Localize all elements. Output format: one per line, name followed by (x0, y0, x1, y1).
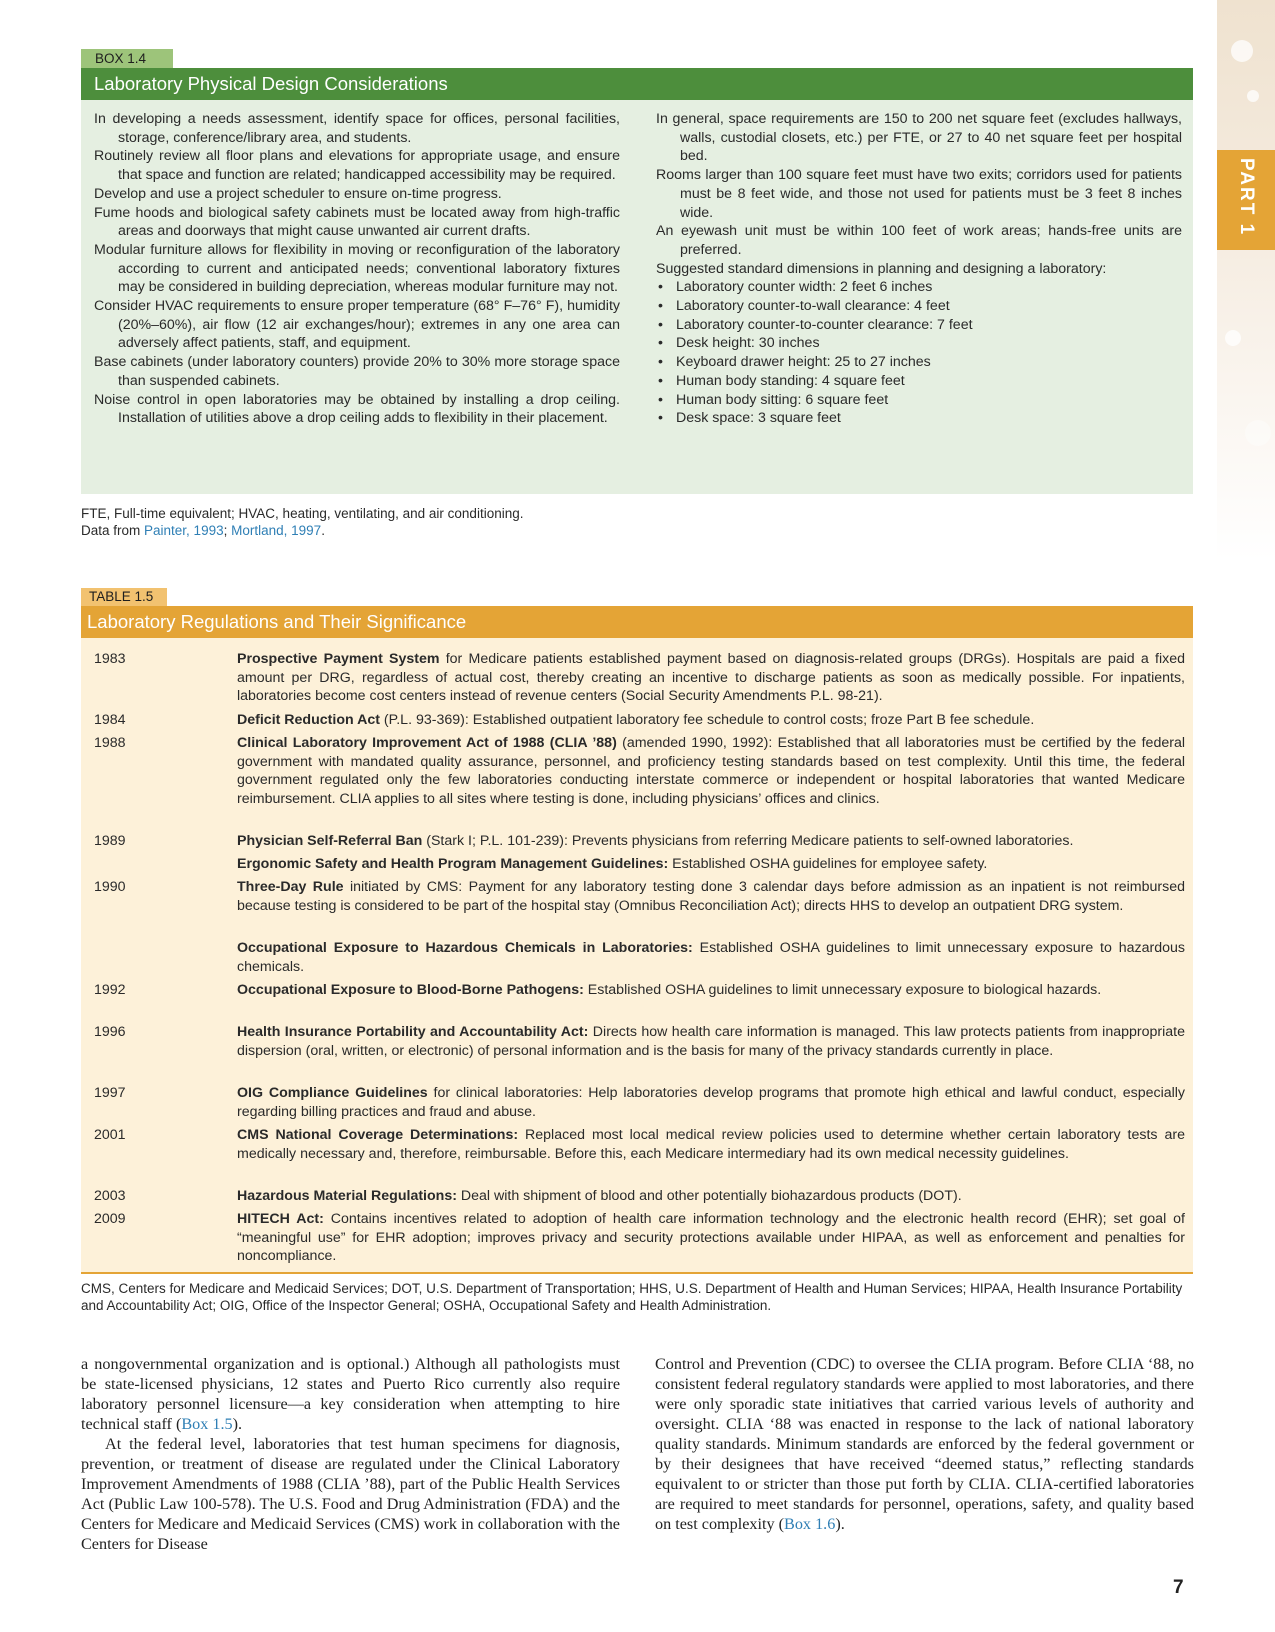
box-left-column (94, 110, 620, 428)
row-description: Ergonomic Safety and Health Program Management Guidelines: Established OSHA guidelines for employee safety. (237, 856, 988, 872)
row-year: 1992 (94, 982, 126, 998)
body-column-left (81, 1354, 620, 1554)
table-title: Laboratory Regulations and Their Significance (81, 606, 1193, 638)
row-description: CMS National Coverage Determinations: Replaced most local medical review policies used to determine whether certain laboratory tests are medically necessary and, therefore, reimbursable. Before this, each Medicare intermediary had its own medical necessity guidelines. (237, 1127, 1185, 1162)
body-paragraph: At the federal level, laboratories that test human specimens for diagnosis, prevention, or treatment of disease are regulated under the Clinical Laboratory Improvement Amendments of 1988 (CLIA ’88), part of the Public Health Services Act (Public Law 100-578). The U.S. Food and Drug Administration (FDA) and the Centers for Medicare and Medicaid Services (CMS) work in collaboration with the Centers for Disease (81, 1435, 620, 1553)
body-paragraph: Control and Prevention (CDC) to oversee the CLIA program. Before CLIA ‘88, no consistent federal regulatory standards were applied to most laboratories, and there were only sporadic state initiatives that carried various levels of authority and oversight. CLIA ‘88 was enacted in response to the lack of national laboratory quality standards. Minimum standards are enforced by the federal government or by their designees that have received “deemed status,” reflecting standards equivalent to or stricter than those put forth by CLIA. CLIA-certified laboratories are required to meet standards for personnel, operations, safety, and quality based on test complexity (Box 1.6). (655, 1355, 1194, 1533)
part-tab-label: PART 1 (1236, 158, 1257, 237)
box-item: In developing a needs assessment, identify space for offices, personal facilities, storage, conference/library area, and students. (94, 111, 620, 146)
row-year: 1989 (94, 833, 126, 849)
row-year: 2001 (94, 1127, 126, 1143)
bullet-icon: • (658, 354, 663, 371)
row-year: 1988 (94, 735, 126, 751)
box-item: Develop and use a project scheduler to ensure on-time progress. (94, 185, 502, 202)
box-item: An eyewash unit must be within 100 feet of work areas; hands-free units are preferred. (656, 223, 1182, 258)
bullet-item: • Human body standing: 4 square feet (658, 372, 905, 389)
box-link[interactable]: Box 1.6 (784, 1515, 836, 1533)
bullet-item: • Laboratory counter-to-wall clearance: 4 feet (658, 298, 950, 315)
bullet-icon: • (658, 279, 663, 296)
page-number: 7 (1173, 1577, 1184, 1598)
row-year: 1996 (94, 1024, 126, 1040)
box-item: Rooms larger than 100 square feet must have two exits; corridors used for patients must be 8 feet wide, and those not used for patients must be 3 feet 8 inches wide. (656, 167, 1182, 221)
row-year: 1983 (94, 651, 126, 667)
source-link[interactable]: Painter, 1993 (144, 523, 224, 538)
bullet-item: • Desk height: 30 inches (658, 335, 820, 352)
box-footnote-source: Data from Painter, 1993; Mortland, 1997. (81, 523, 325, 538)
body-paragraph: a nongovernmental organization and is optional.) Although all pathologists must be state-licensed physicians, 12 states and Puerto Rico currently also require laboratory personnel licensure—a key consideration when attempting to hire technical staff (Box 1.5). (81, 1355, 620, 1433)
row-description: HITECH Act: Contains incentives related to adoption of health care information technology and the electronic health record (EHR); set goal of “meaningful use” for EHR adoption; improves privacy and security protections available under HIPAA, as well as enforcement and penalties for noncompliance. (237, 1211, 1185, 1265)
row-year: 1990 (94, 879, 126, 895)
bullet-icon: • (658, 335, 663, 352)
row-description: Prospective Payment System for Medicare patients established payment based on diagnosis-related groups (DRGs). Hospitals are paid a fixed amount per DRG, regardless of actual cost, thereby creating an incentive to discharge patients as soon as medically possible. For inpatients, laboratories become cost centers instead of revenue centers (Social Security Amendments P.L. 98-21). (237, 651, 1185, 705)
row-description: Occupational Exposure to Hazardous Chemicals in Laboratories: Established OSHA guidelines to limit unnecessary exposure to hazardous chemicals. (237, 940, 1185, 975)
box-item: Consider HVAC requirements to ensure proper temperature (68° F–76° F), humidity (20%–60%), air flow (12 air exchanges/hour); extremes in any one area can adversely affect patients, staff, and equipment. (94, 298, 620, 352)
box-title: Laboratory Physical Design Considerations (81, 68, 1193, 100)
row-year: 2009 (94, 1211, 126, 1227)
body-column-right (655, 1354, 1194, 1534)
source-link[interactable]: Mortland, 1997 (231, 523, 322, 538)
side-decoration (1217, 0, 1275, 560)
box-item: Noise control in open laboratories may be obtained by installing a drop ceiling. Installation of utilities above a drop ceiling adds to flexibility in their placement. (94, 391, 620, 427)
box-item: Routinely review all floor plans and elevations for appropriate usage, and ensure that space and function are related; handicapped accessibility may be required. (94, 148, 620, 184)
box-label: BOX 1.4 (81, 49, 173, 68)
box-item: Suggested standard dimensions in planning and designing a laboratory: (656, 260, 1107, 277)
row-description: Health Insurance Portability and Accountability Act: Directs how health care information is managed. This law protects patients from inappropriate dispersion (oral, written, or electronic) of personal information and is the basis for many of the privacy standards currently in place. (237, 1024, 1185, 1059)
box-link[interactable]: Box 1.5 (181, 1415, 233, 1433)
row-year: 1984 (94, 712, 126, 728)
bullet-item: • Desk space: 3 square feet (658, 410, 841, 427)
box-item: Fume hoods and biological safety cabinets must be located away from high-traffic areas and doorways that might cause unwanted air current drafts. (94, 204, 620, 240)
table-label: TABLE 1.5 (81, 588, 167, 606)
row-description: Three-Day Rule initiated by CMS: Payment for any laboratory testing done 3 calendar days before admission as an inpatient is not reimbursed because testing is considered to be part of the hospital stay (Omnibus Reconciliation Act); directs HHS to develop an outpatient DRG system. (237, 879, 1185, 914)
row-description: Clinical Laboratory Improvement Act of 1988 (CLIA ’88) (amended 1990, 1992): Established that all laboratories must be certified by the federal government with mandated quality assurance, personnel, and proficiency testing standards based on test complexity. Until this time, the federal government regulated only the few laboratories conducting interstate commerce or independent or hospital laboratories that wanted Medicare reimbursement. CLIA applies to all sites where testing is done, including physicians’ offices and clinics. (237, 735, 1185, 808)
box-item: Modular furniture allows for flexibility in moving or reconfiguration of the laboratory according to current and anticipated needs; conventional laboratory fixtures may be considered in building depreciation, whereas modular furniture may not. (94, 241, 620, 296)
box-right-column (656, 110, 1182, 428)
bullet-icon: • (658, 391, 663, 408)
row-year: 1997 (94, 1085, 126, 1101)
box-item: Base cabinets (under laboratory counters) provide 20% to 30% more storage space than suspended cabinets. (94, 354, 620, 389)
bullet-icon: • (658, 372, 663, 389)
bullet-item: • Laboratory counter width: 2 feet 6 inches (658, 279, 933, 296)
bullet-icon: • (658, 316, 663, 333)
part-tab (1217, 150, 1275, 250)
row-description: Occupational Exposure to Blood-Borne Pathogens: Established OSHA guidelines to limit unnecessary exposure to biological hazards. (237, 982, 1102, 998)
row-year: 2003 (94, 1188, 126, 1204)
bullet-item: • Human body sitting: 6 square feet (658, 391, 889, 408)
row-description: Deficit Reduction Act (P.L. 93-369): Established outpatient laboratory fee schedule to control costs; froze Part B fee schedule. (237, 712, 1035, 728)
box-item: In general, space requirements are 150 to 200 net square feet (excludes hallways, walls, custodial closets, etc.) per FTE, or 27 to 40 net square feet per hospital bed. (656, 111, 1182, 165)
box-footnote-abbreviations: FTE, Full-time equivalent; HVAC, heating, ventilating, and air conditioning. (81, 506, 524, 521)
bullet-item: • Keyboard drawer height: 25 to 27 inches (658, 354, 931, 371)
bullet-icon: • (658, 410, 663, 427)
table-footnote: CMS, Centers for Medicare and Medicaid Services; DOT, U.S. Department of Transportation; HHS, U.S. Department of Health and Human Services; HIPAA, Health Insurance Portability and Accountability Act; OIG, Office of the Inspector General; OSHA, Occupational Safety and Health Administration. (81, 1281, 1183, 1313)
bullet-item: • Laboratory counter-to-counter clearance: 7 feet (658, 316, 973, 333)
row-description: OIG Compliance Guidelines for clinical laboratories: Help laboratories develop programs that promote high ethical and lawful conduct, especially regarding billing practices and fraud and abuse. (237, 1085, 1186, 1120)
bullet-icon: • (658, 298, 663, 315)
row-description: Physician Self-Referral Ban (Stark I; P.L. 101-239): Prevents physicians from referring Medicare patients to self-owned laboratories. (237, 833, 1074, 849)
row-description: Hazardous Material Regulations: Deal with shipment of blood and other potentially biohazardous products (DOT). (237, 1188, 962, 1204)
